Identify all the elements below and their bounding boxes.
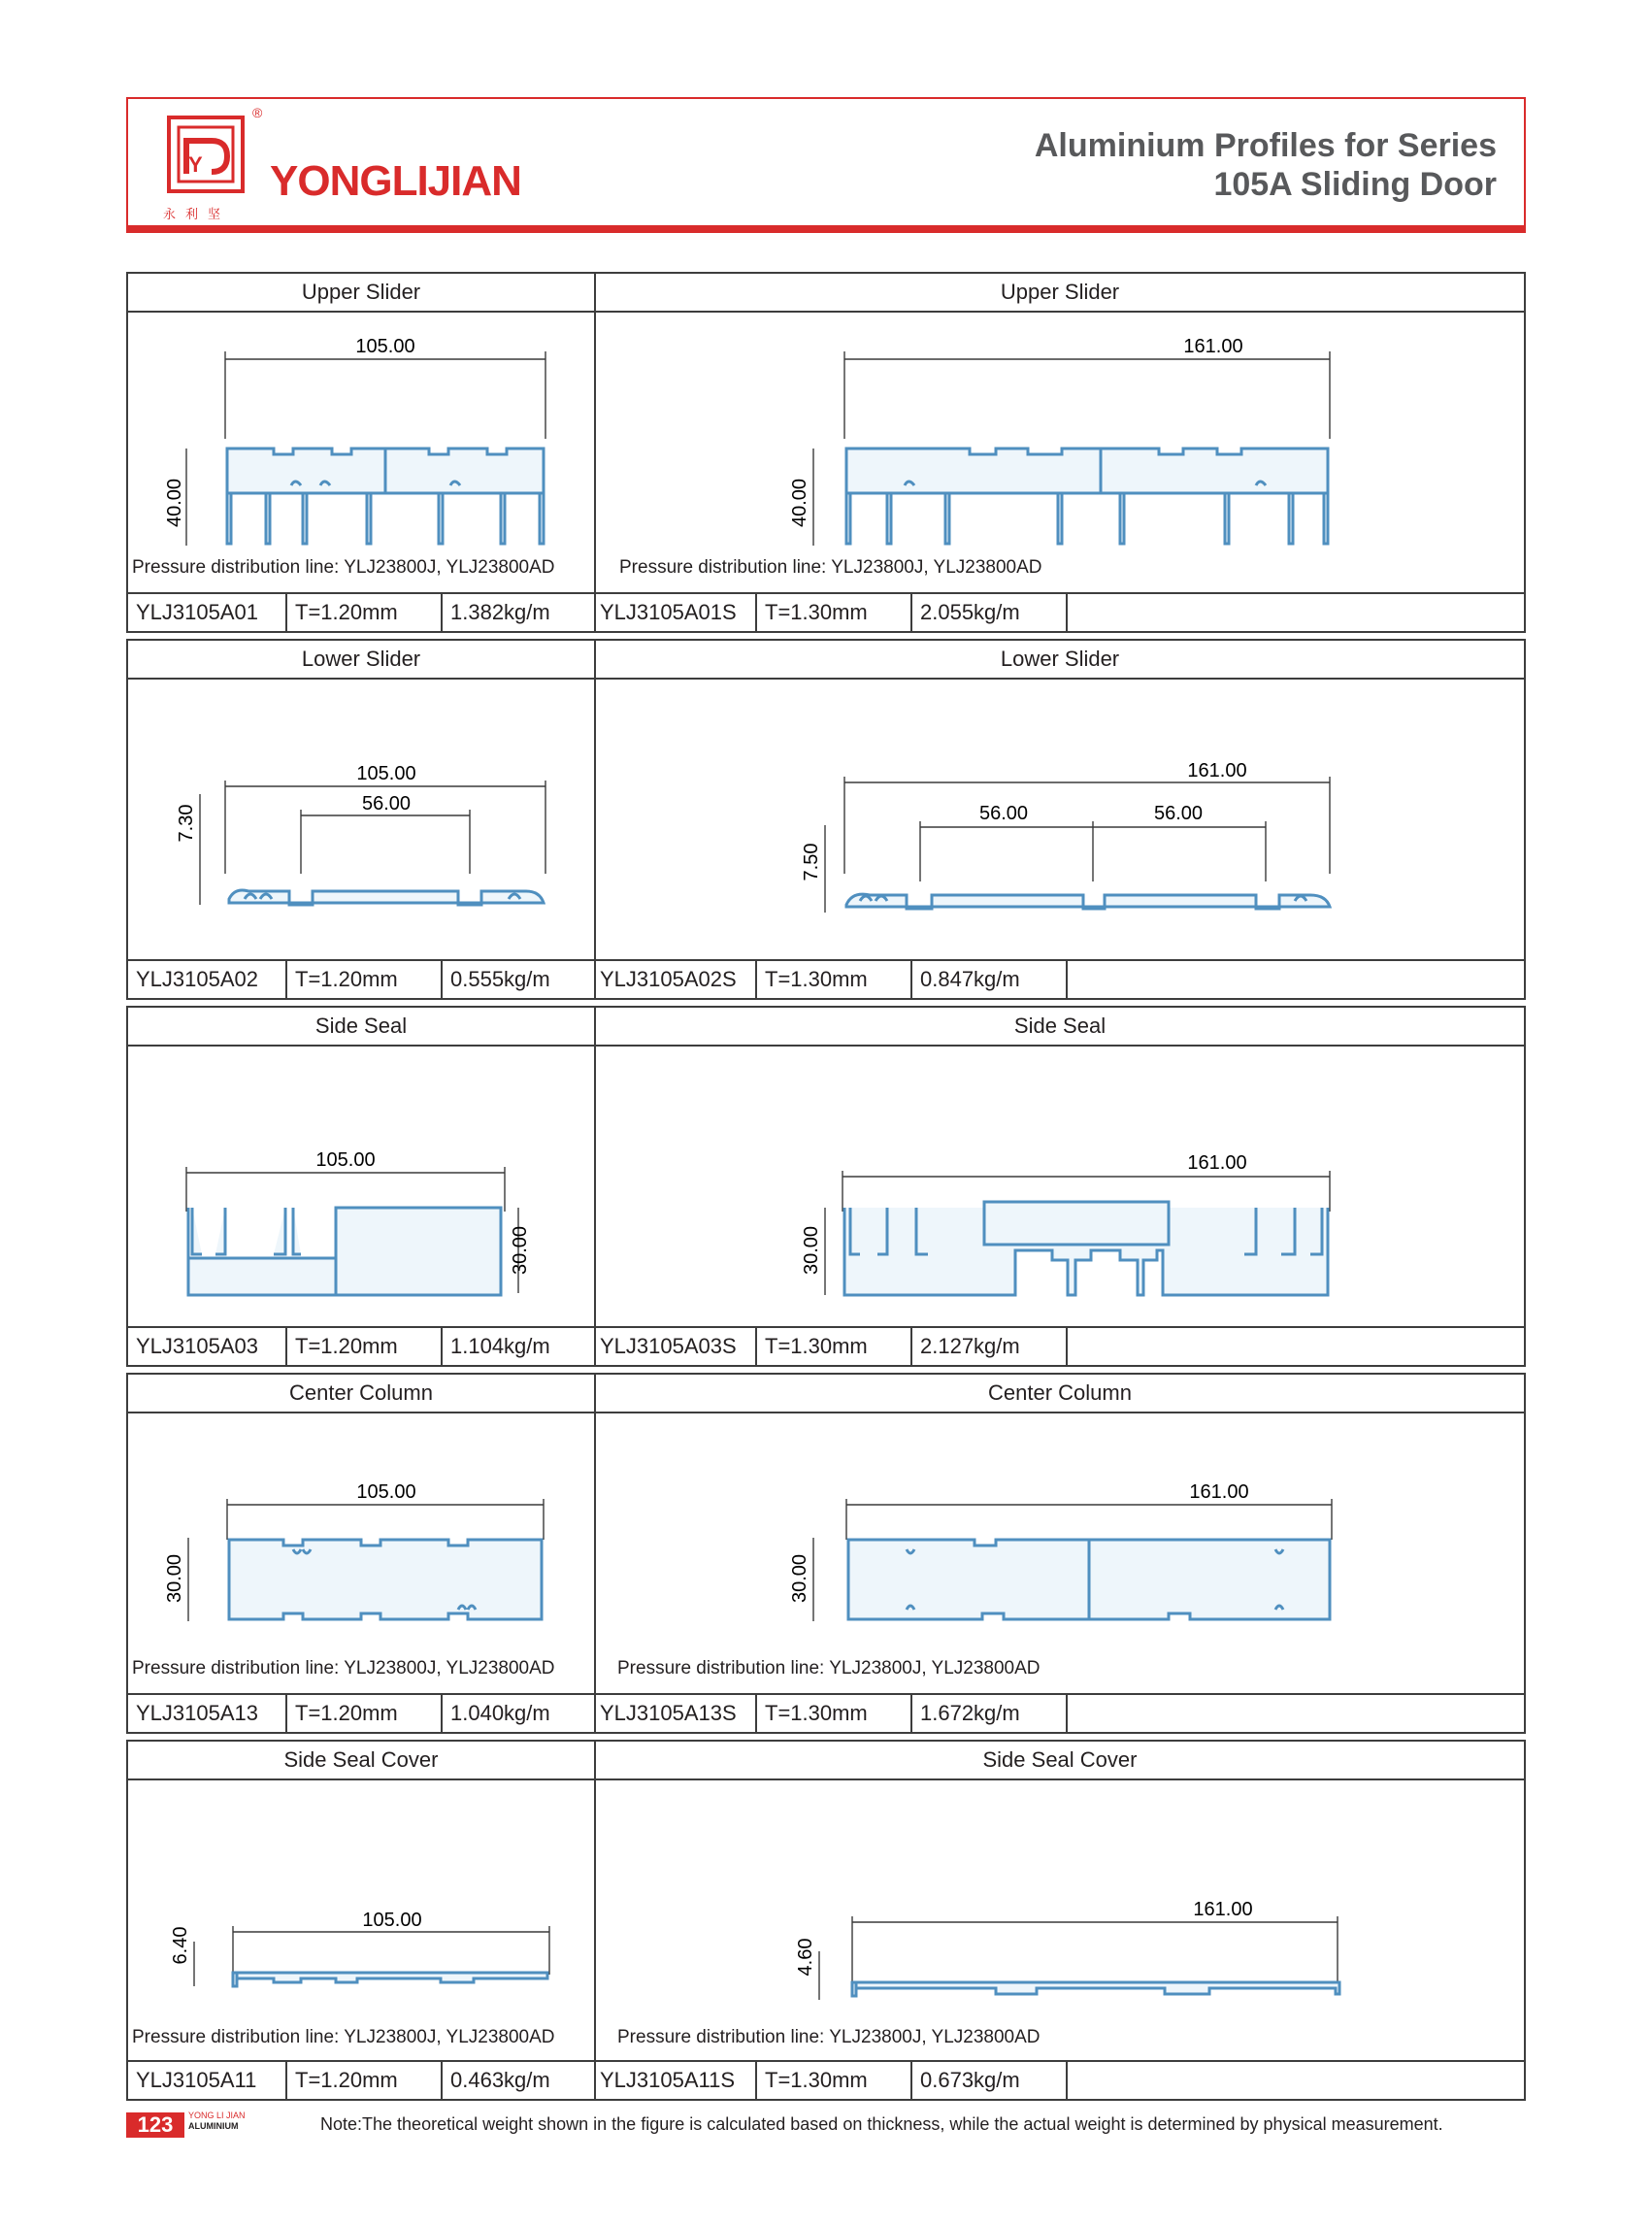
profile-cell-a11: [128, 1742, 596, 2099]
profile-weight: 2.055kg/m: [912, 594, 1068, 631]
brand-name-cn: 永利坚: [163, 207, 231, 221]
profile-cell-a13: [128, 1375, 596, 1732]
profile-title: Lower Slider: [128, 641, 594, 680]
dim-height: 30.00: [801, 1225, 822, 1276]
spec-row: [128, 592, 594, 631]
dim-inner: 56.00: [361, 793, 412, 814]
profile-thickness: T=1.20mm: [287, 1328, 443, 1365]
spec-row: [128, 2060, 594, 2099]
pressure-line: Pressure distribution line: YLJ23800J, YLJ23800AD: [132, 1658, 555, 1679]
dim-width: 161.00: [1187, 1152, 1247, 1174]
profile-title: Center Column: [128, 1375, 594, 1413]
profile-thickness: T=1.30mm: [757, 961, 912, 998]
dim-width: 161.00: [1183, 336, 1243, 357]
dim-height: 7.50: [801, 843, 822, 881]
profile-drawing: [596, 1780, 1524, 2023]
spec-row: [596, 1693, 1524, 1732]
profile-code: YLJ3105A11S: [596, 2062, 757, 2099]
spec-row: [596, 959, 1524, 998]
profile-weight: 1.382kg/m: [450, 600, 550, 624]
profile-code: YLJ3105A03S: [596, 1328, 757, 1365]
profile-cell-a01: [128, 274, 596, 631]
spec-row: [128, 959, 594, 998]
profile-drawing: [596, 1047, 1524, 1328]
profile-code: YLJ3105A01S: [596, 594, 757, 631]
profile-code: YLJ3105A11: [128, 2062, 287, 2099]
profile-row-side-seal: [126, 1006, 1526, 1367]
profile-cell-a03s: [596, 1008, 1524, 1365]
profile-thickness: T=1.30mm: [757, 1328, 912, 1365]
dim-width: 105.00: [356, 1481, 416, 1503]
page-number: 123: [126, 2112, 184, 2138]
dim-height: 40.00: [789, 478, 810, 528]
spec-row: [596, 1326, 1524, 1365]
profile-thickness: T=1.30mm: [757, 594, 912, 631]
profile-cell-a13s: [596, 1375, 1524, 1732]
profile-weight: 1.040kg/m: [450, 1701, 550, 1725]
profile-row-upper-slider: [126, 272, 1526, 633]
brand-name: YONGLIJIAN: [270, 157, 521, 205]
pressure-line: Pressure distribution line: YLJ23800J, YLJ23800AD: [617, 2027, 1041, 2047]
profile-title: Lower Slider: [596, 641, 1524, 680]
pressure-line: Pressure distribution line: YLJ23800J, YLJ23800AD: [132, 557, 555, 578]
profile-code: YLJ3105A01: [128, 594, 287, 631]
profile-weight: 0.673kg/m: [912, 2062, 1068, 2099]
profile-drawing: [128, 1413, 594, 1656]
footer-brand-name: YONG LI JIAN: [188, 2111, 246, 2120]
spec-row: [128, 1693, 594, 1732]
profile-cell-a03: [128, 1008, 596, 1365]
profile-weight: 1.104kg/m: [450, 1334, 550, 1358]
profile-code: YLJ3105A13: [128, 1695, 287, 1732]
profile-code: YLJ3105A03: [128, 1328, 287, 1365]
profile-drawing: [596, 313, 1524, 555]
dim-height: 30.00: [164, 1553, 185, 1604]
profile-thickness: T=1.20mm: [287, 1695, 443, 1732]
footer-brand: [188, 2111, 246, 2132]
profile-weight: 0.847kg/m: [912, 961, 1068, 998]
profile-thickness: T=1.20mm: [287, 961, 443, 998]
dim-height: 30.00: [510, 1225, 531, 1276]
dim-width: 105.00: [355, 336, 415, 357]
profile-weight: 0.463kg/m: [450, 2068, 550, 2092]
pressure-line: Pressure distribution line: YLJ23800J, YLJ23800AD: [132, 2027, 555, 2047]
profile-code: YLJ3105A02: [128, 961, 287, 998]
profile-title: Side Seal: [128, 1008, 594, 1047]
dim-height: 30.00: [789, 1553, 810, 1604]
page-title-line2: 105A Sliding Door: [1213, 166, 1497, 203]
spec-row: [596, 2060, 1524, 2099]
profile-code: YLJ3105A13S: [596, 1695, 757, 1732]
profile-drawing: [128, 1047, 594, 1328]
dim-inner-a: 56.00: [978, 803, 1029, 824]
footer-note: Note:The theoretical weight shown in the figure is calculated based on thickness, while the actual weight is determined by physical measurement.: [320, 2114, 1443, 2134]
profile-thickness: T=1.20mm: [287, 594, 443, 631]
profile-title: Center Column: [596, 1375, 1524, 1413]
dim-height: 7.30: [176, 804, 197, 843]
page-title: [1035, 126, 1497, 204]
pressure-line: Pressure distribution line: YLJ23800J, YLJ23800AD: [619, 557, 1042, 578]
dim-width: 161.00: [1189, 1481, 1249, 1503]
dim-height: 40.00: [164, 478, 185, 528]
profile-row-side-seal-cover: [126, 1740, 1526, 2101]
profile-title: Upper Slider: [128, 274, 594, 313]
profile-drawing: [128, 680, 594, 961]
profile-cell-a01s: [596, 274, 1524, 631]
dim-height: 4.60: [795, 1938, 816, 1977]
profile-title: Side Seal Cover: [596, 1742, 1524, 1780]
profile-title: Upper Slider: [596, 274, 1524, 313]
dim-inner-b: 56.00: [1153, 803, 1204, 824]
profile-cell-a11s: [596, 1742, 1524, 2099]
profile-cell-a02s: [596, 641, 1524, 998]
profile-thickness: T=1.30mm: [757, 2062, 912, 2099]
footer-brand-sub: ALUMINIUM: [188, 2121, 239, 2131]
profile-weight: 2.127kg/m: [912, 1328, 1068, 1365]
dim-width: 105.00: [356, 763, 416, 784]
profile-weight: 0.555kg/m: [450, 967, 550, 991]
dim-width: 161.00: [1193, 1899, 1253, 1920]
dim-width: 105.00: [362, 1910, 422, 1931]
profile-row-lower-slider: [126, 639, 1526, 1000]
profile-weight: 1.672kg/m: [912, 1695, 1068, 1732]
brand-logo-icon: [167, 115, 245, 214]
profile-row-center-column: [126, 1373, 1526, 1734]
spec-row: [596, 592, 1524, 631]
profile-title: Side Seal: [596, 1008, 1524, 1047]
profile-drawing: [128, 313, 594, 555]
dim-height: 6.40: [170, 1926, 191, 1965]
dim-width: 161.00: [1187, 760, 1247, 781]
profile-thickness: T=1.30mm: [757, 1695, 912, 1732]
pressure-line: Pressure distribution line: YLJ23800J, YLJ23800AD: [617, 1658, 1041, 1679]
svg-text:Y: Y: [188, 152, 203, 177]
profile-code: YLJ3105A02S: [596, 961, 757, 998]
profile-drawing: [596, 1413, 1524, 1656]
profile-cell-a02: [128, 641, 596, 998]
profile-title: Side Seal Cover: [128, 1742, 594, 1780]
page-title-line1: Aluminium Profiles for Series: [1034, 127, 1497, 164]
page-header: [126, 97, 1526, 233]
profile-drawing: [128, 1780, 594, 2023]
spec-row: [128, 1326, 594, 1365]
profile-thickness: T=1.20mm: [287, 2062, 443, 2099]
registered-mark: ®: [252, 105, 263, 120]
profile-drawing: [596, 680, 1524, 961]
dim-width: 105.00: [315, 1149, 376, 1171]
